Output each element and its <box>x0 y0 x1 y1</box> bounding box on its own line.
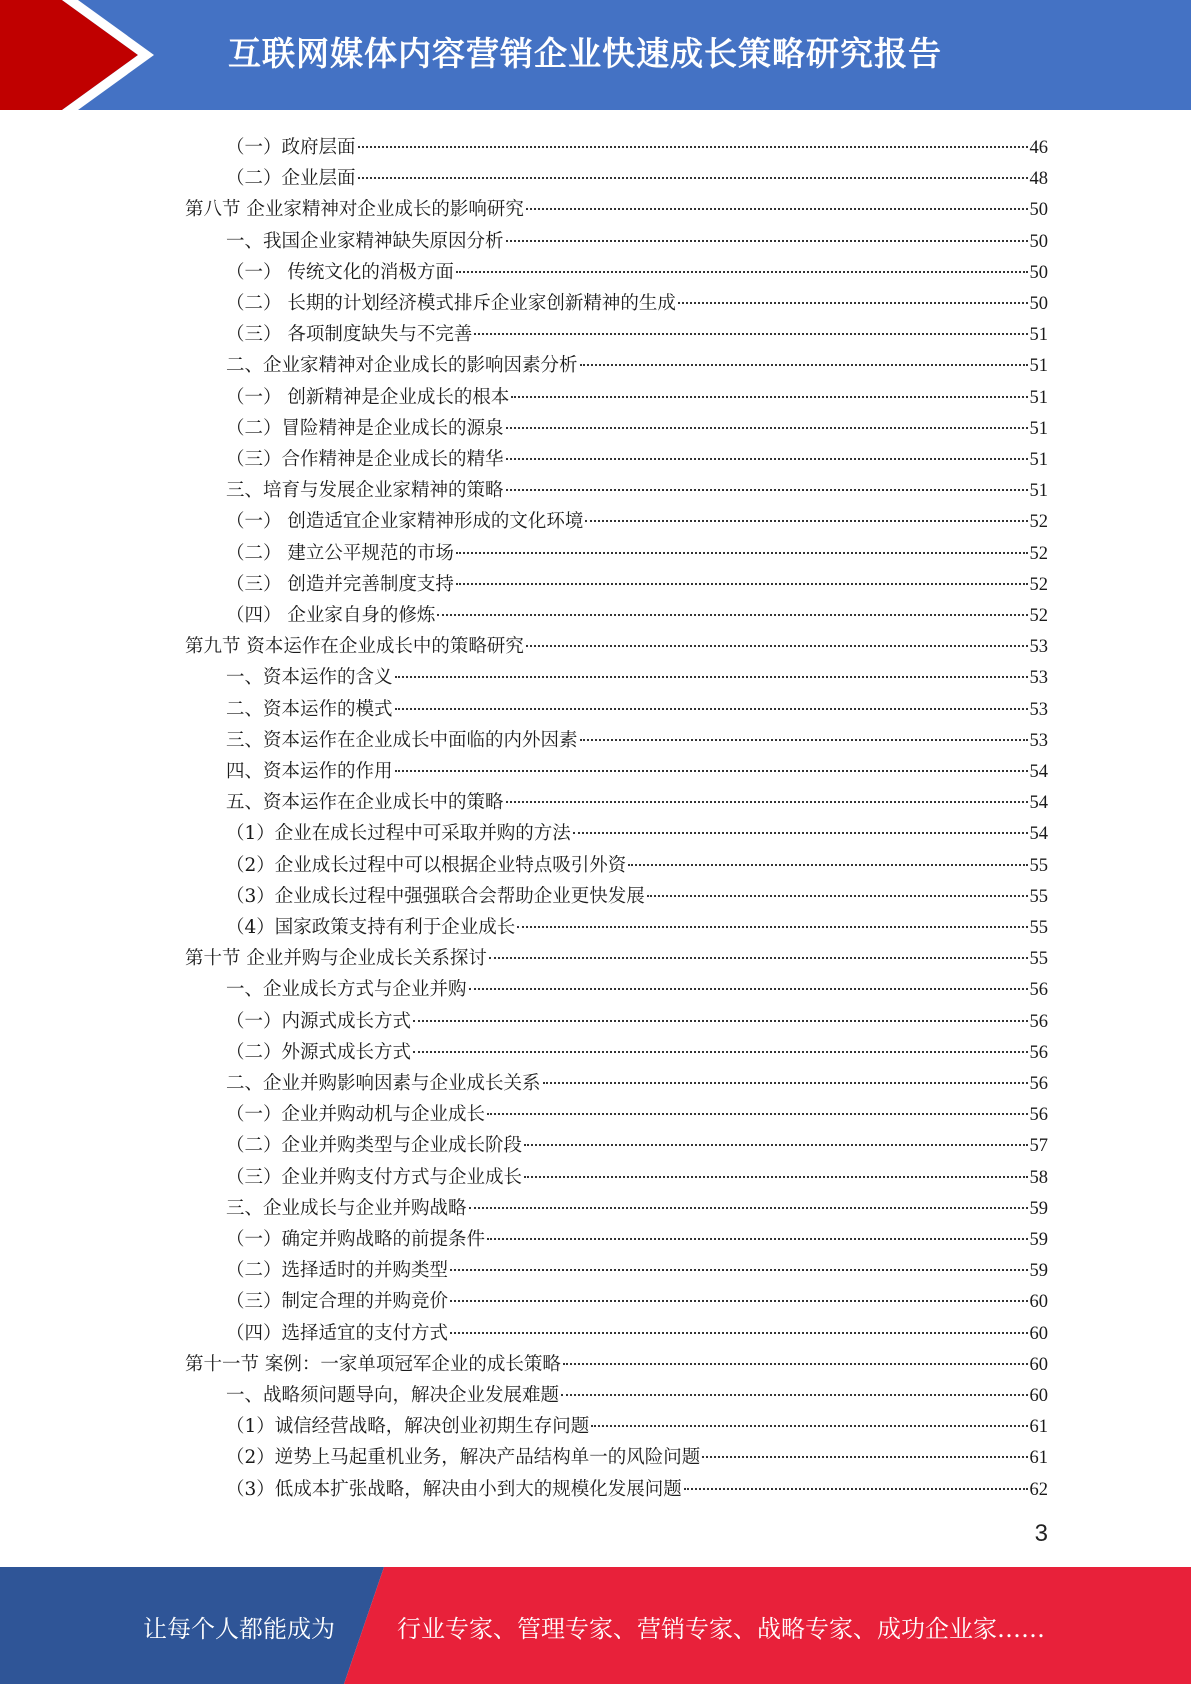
toc-leader-dots <box>474 309 1027 335</box>
toc-entry-page: 58 <box>1029 1167 1048 1188</box>
toc-leader-dots <box>506 465 1028 491</box>
footer-slogan-right: 行业专家、管理专家、营销专家、战略专家、成功企业家…… <box>397 1615 1045 1643</box>
toc-entry-page: 50 <box>1029 200 1048 221</box>
toc-entry-page: 51 <box>1029 418 1048 439</box>
toc-entry[interactable] <box>226 1469 1048 1500</box>
toc-entry-page: 53 <box>1029 637 1048 658</box>
toc-entry-page: 55 <box>1029 949 1048 970</box>
toc-entry-title: （三） 创造并完善制度支持 <box>226 573 454 595</box>
toc-leader-dots <box>524 1152 1027 1178</box>
toc-entry-title: （二）冒险精神是企业成长的源泉 <box>226 417 504 439</box>
page-number: 3 <box>1034 1520 1048 1547</box>
toc-entry-page: 51 <box>1029 481 1048 502</box>
header-arrow-graphic <box>0 0 160 110</box>
toc-leader-dots <box>517 902 1027 928</box>
toc-entry-title: （一）企业并购动机与企业成长 <box>226 1104 486 1126</box>
toc-entry-title: （二）外源式成长方式 <box>226 1041 412 1063</box>
toc-entry-page: 62 <box>1029 1479 1048 1500</box>
toc-leader-dots <box>591 1401 1027 1427</box>
toc-entry-page: 50 <box>1029 294 1048 314</box>
toc-entry-title: （二）选择适时的并购类型 <box>226 1260 449 1282</box>
toc-leader-dots <box>487 1214 1027 1240</box>
toc-leader-dots <box>580 340 1028 366</box>
toc-leader-dots <box>450 1245 1027 1271</box>
toc-leader-dots <box>561 1370 1027 1396</box>
toc-entry-title: 第八节 企业家精神对企业成长的影响研究 <box>185 199 524 221</box>
toc-entry-page: 60 <box>1029 1323 1048 1344</box>
toc-leader-dots <box>413 1027 1027 1053</box>
toc-entry-title: 第十一节 案例：一家单项冠军企业的成长策略 <box>185 1353 561 1375</box>
toc-entry-title: 第九节 资本运作在企业成长中的策略研究 <box>185 636 524 658</box>
toc-entry-page: 60 <box>1029 1354 1048 1375</box>
toc-leader-dots <box>395 746 1028 772</box>
toc-entry-page: 52 <box>1029 512 1048 533</box>
toc-entry-title: （二）企业并购类型与企业成长阶段 <box>226 1135 523 1157</box>
toc-entry-title: 三、企业成长与企业并购战略 <box>226 1197 467 1219</box>
toc-entry-page: 54 <box>1029 762 1048 782</box>
toc-entry-page: 51 <box>1029 450 1048 470</box>
toc-leader-dots <box>395 684 1028 710</box>
toc-entry-title: （一）内源式成长方式 <box>226 1010 412 1032</box>
toc-entry-title: （一） 传统文化的消极方面 <box>226 261 454 283</box>
toc-entry-title: 二、企业并购影响因素与企业成长关系 <box>226 1073 541 1094</box>
toc-leader-dots <box>469 1183 1028 1209</box>
toc-entry-page: 52 <box>1029 543 1048 564</box>
toc-entry-page: 59 <box>1029 1230 1048 1250</box>
toc-leader-dots <box>506 434 1028 460</box>
footer-slogan-left: 让每个人都能成为 <box>143 1615 335 1643</box>
toc-entry-title: （3）企业成长过程中强强联合会帮助企业更快发展 <box>226 885 645 907</box>
toc-leader-dots <box>358 122 1028 148</box>
toc-entry-title: （二） 建立公平规范的市场 <box>226 542 454 564</box>
toc-entry-page: 59 <box>1029 1198 1048 1219</box>
toc-entry-page: 55 <box>1029 918 1048 938</box>
toc-entry-page: 56 <box>1029 1042 1048 1063</box>
toc-leader-dots <box>456 559 1028 585</box>
toc-entry-title: （三）企业并购支付方式与企业成长 <box>226 1166 523 1188</box>
toc-entry-title: （二）企业层面 <box>226 168 356 190</box>
toc-entry-title: 三、资本运作在企业成长中面临的内外因素 <box>226 729 578 751</box>
toc-leader-dots <box>628 840 1027 866</box>
toc-entry-page: 51 <box>1029 325 1048 346</box>
toc-leader-dots <box>413 996 1027 1022</box>
toc-leader-dots <box>506 216 1028 242</box>
toc-entry-page: 56 <box>1029 1105 1048 1126</box>
toc-leader-dots <box>506 403 1028 429</box>
toc-leader-dots <box>678 278 1028 304</box>
toc-entry-title: 五、资本运作在企业成长中的策略 <box>226 792 504 814</box>
toc-entry-page: 59 <box>1029 1261 1048 1282</box>
toc-entry-page: 56 <box>1029 1011 1048 1032</box>
toc-leader-dots <box>437 590 1027 616</box>
toc-entry-title: （2）企业成长过程中可以根据企业特点吸引外资 <box>226 854 627 876</box>
toc-entry-page: 61 <box>1029 1417 1048 1438</box>
toc-leader-dots <box>585 496 1027 522</box>
toc-entry-page: 53 <box>1029 668 1048 689</box>
toc-leader-dots <box>469 964 1028 990</box>
toc-entry-title: （三）合作精神是企业成长的精华 <box>226 449 504 470</box>
toc-entry-title: 一、企业成长方式与企业并购 <box>226 979 467 1001</box>
toc-entry-page: 53 <box>1029 730 1048 751</box>
toc-leader-dots <box>506 777 1028 803</box>
toc-entry-page: 55 <box>1029 855 1048 876</box>
toc-entry-title: （3）低成本扩张战略，解决由小到大的规模化发展问题 <box>226 1478 682 1500</box>
toc-leader-dots <box>524 1120 1027 1146</box>
report-title: 互联网媒体内容营销企业快速成长策略研究报告 <box>228 34 942 73</box>
toc-entry-page: 55 <box>1029 886 1048 907</box>
toc-entry-title: 一、我国企业家精神缺失原因分析 <box>226 230 504 252</box>
toc-entry-title: （一）政府层面 <box>226 137 356 158</box>
toc-leader-dots <box>489 933 1028 959</box>
toc-entry-title: （三）制定合理的并购竞价 <box>226 1291 449 1313</box>
toc-entry-title: （一） 创造适宜企业家精神形成的文化环境 <box>226 511 584 533</box>
toc-entry-title: 三、培育与发展企业家精神的策略 <box>226 480 504 502</box>
toc-leader-dots <box>358 153 1028 179</box>
toc-leader-dots <box>543 1058 1028 1084</box>
toc-leader-dots <box>450 1276 1027 1302</box>
toc-entry-page: 48 <box>1029 169 1048 190</box>
toc-leader-dots <box>526 621 1028 647</box>
toc-entry-title: 二、资本运作的模式 <box>226 698 393 720</box>
toc-entry-title: 四、资本运作的作用 <box>226 761 393 782</box>
toc-entry-page: 61 <box>1029 1448 1048 1469</box>
toc-entry-title: （四） 企业家自身的修炼 <box>226 605 436 626</box>
toc-entry-page: 53 <box>1029 699 1048 720</box>
toc-leader-dots <box>573 808 1028 834</box>
toc-entry-title: （1）企业在成长过程中可采取并购的方法 <box>226 823 571 845</box>
toc-leader-dots <box>647 871 1028 897</box>
toc-entry-page: 56 <box>1029 1074 1048 1094</box>
toc-entry-page: 46 <box>1029 138 1048 158</box>
toc-entry-title: 第十节 企业并购与企业成长关系探讨 <box>185 948 487 970</box>
toc-entry-title: 二、企业家精神对企业成长的影响因素分析 <box>226 355 578 377</box>
toc-leader-dots <box>511 372 1027 398</box>
toc-leader-dots <box>563 1339 1028 1365</box>
page-footer <box>0 1567 1191 1684</box>
toc-entry-page: 54 <box>1029 824 1048 845</box>
toc-entry-title: （二） 长期的计划经济模式排斥企业家创新精神的生成 <box>226 293 676 314</box>
toc-entry-title: （一）确定并购战略的前提条件 <box>226 1229 486 1250</box>
toc-leader-dots <box>580 715 1028 741</box>
toc-entry-page: 60 <box>1029 1386 1048 1406</box>
toc-entry-page: 50 <box>1029 262 1048 283</box>
toc-entry-title: （2）逆势上马起重机业务，解决产品结构单一的风险问题 <box>226 1447 701 1469</box>
toc-entry-page: 52 <box>1029 574 1048 595</box>
toc-entry-page: 54 <box>1029 793 1048 814</box>
toc-entry-page: 52 <box>1029 606 1048 626</box>
toc-entry-title: （一） 创新精神是企业成长的根本 <box>226 386 510 408</box>
toc-entry-page: 50 <box>1029 231 1048 252</box>
toc-leader-dots <box>456 528 1028 554</box>
toc-leader-dots <box>395 652 1028 678</box>
page-header <box>0 0 1191 110</box>
toc-entry-page: 51 <box>1029 387 1048 408</box>
toc-entry-title: 一、战略须问题导向，解决企业发展难题 <box>226 1385 560 1406</box>
toc-leader-dots <box>450 1308 1027 1334</box>
toc-entry-page: 56 <box>1029 980 1048 1001</box>
toc-entry-title: 一、资本运作的含义 <box>226 667 393 689</box>
toc-entry-title: （1）诚信经营战略，解决创业初期生存问题 <box>226 1416 590 1438</box>
toc-leader-dots <box>702 1432 1027 1458</box>
toc-leader-dots <box>684 1464 1028 1490</box>
toc-entry-title: （四）选择适宜的支付方式 <box>226 1322 449 1344</box>
toc-entry-page: 51 <box>1029 356 1048 377</box>
toc-leader-dots <box>526 184 1028 210</box>
toc-entry-title: （4）国家政策支持有利于企业成长 <box>226 917 516 938</box>
toc-entry-page: 60 <box>1029 1292 1048 1313</box>
toc-leader-dots <box>487 1089 1027 1115</box>
toc-leader-dots <box>456 247 1028 273</box>
toc-entry-title: （三） 各项制度缺失与不完善 <box>226 324 473 346</box>
toc-entry-page: 57 <box>1029 1136 1048 1157</box>
